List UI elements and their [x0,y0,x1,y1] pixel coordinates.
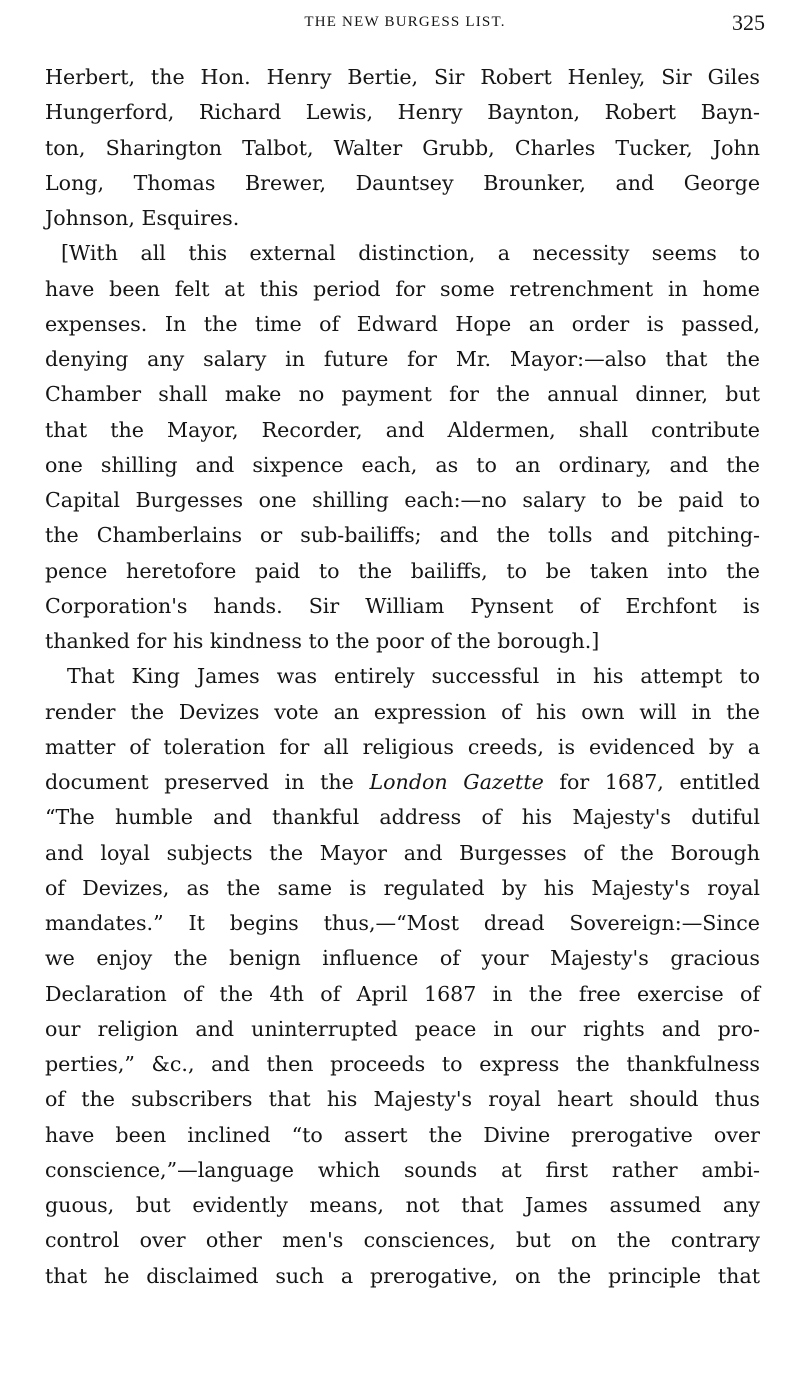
text-line: Hungerford, Richard Lewis, Henry Baynton, Robert Bayn- [45,100,760,125]
running-title: THE NEW BURGESS LIST. [304,14,506,30]
text-line: Corporation's hands. Sir William Pynsent of Erchfont is [45,593,760,618]
text-line: our religion and uninterrupted peace in our rights and pro- [45,1016,760,1041]
text-line: “The humble and thankful address of his Majesty's dutiful [45,805,760,830]
text-line: denying any salary in future for Mr. Mayor:—also that the [45,347,760,371]
text-line: Herbert, the Hon. Henry Bertie, Sir Robert Henley, Sir Giles [45,65,760,89]
text-line: and loyal subjects the Mayor and Burgesses of the Borough [45,840,760,865]
text-line: ton, Sharington Talbot, Walter Grubb, Charles Tucker, John [45,135,760,160]
text-fragment: for 1687, entitled [543,770,761,794]
text-line: have been inclined “to assert the Divine prerogative over [45,1122,760,1147]
text-line: of the subscribers that his Majesty's royal heart should thus [45,1087,760,1112]
text-line: Johnson, Esquires. [45,206,240,230]
text-line: thanked for his kindness to the poor of the borough.] [45,629,600,653]
text-line: of Devizes, as the same is regulated by his Majesty's royal [45,875,760,900]
page-number: 325 [732,10,765,35]
text-line: Long, Thomas Brewer, Dauntsey Brounker, and George [45,170,760,195]
text-line: That King James was entirely successful in his attempt to [67,664,760,689]
running-head [45,12,765,38]
text-line: [With all this external distinction, a necessity seems to [61,241,760,266]
text-line: perties,” &c., and then proceeds to express the thankfulness [45,1052,760,1076]
text-line: mandates.” It begins thus,—“Most dread Sovereign:—Since [45,911,760,935]
text-line: one shilling and sixpence each, as to an ordinary, and the [45,452,760,477]
text-line: Chamber shall make no payment for the annual dinner, but [45,382,760,407]
text-line: control over other men's consciences, but on the contrary [45,1228,760,1253]
text-line-with-italic [45,765,760,800]
italic-title: London Gazette [369,770,544,794]
body-text [45,60,760,1294]
text-line: conscience,”—language which sounds at first rather ambi- [45,1157,760,1182]
text-line: the Chamberlains or sub-bailiffs; and the tolls and pitching- [45,523,760,548]
text-fragment: document preserved in the [45,770,370,794]
text-line: render the Devizes vote an expression of his own will in the [45,699,760,724]
text-line: that he disclaimed such a prerogative, on the principle that [45,1263,760,1288]
text-line: expenses. In the time of Edward Hope an order is passed, [45,311,760,336]
text-line: Declaration of the 4th of April 1687 in the free exercise of [45,981,760,1006]
text-line: pence heretofore paid to the bailiffs, to be taken into the [45,558,760,583]
text-line: matter of toleration for all religious creeds, is evidenced by a [45,734,760,759]
text-line: have been felt at this period for some retrenchment in home [45,276,760,301]
text-line: Capital Burgesses one shilling each:—no salary to be paid to [45,488,760,512]
text-line: we enjoy the benign influence of your Majesty's gracious [45,946,760,971]
text-line: that the Mayor, Recorder, and Aldermen, shall contribute [45,417,760,442]
text-line: guous, but evidently means, not that James assumed any [45,1193,760,1217]
